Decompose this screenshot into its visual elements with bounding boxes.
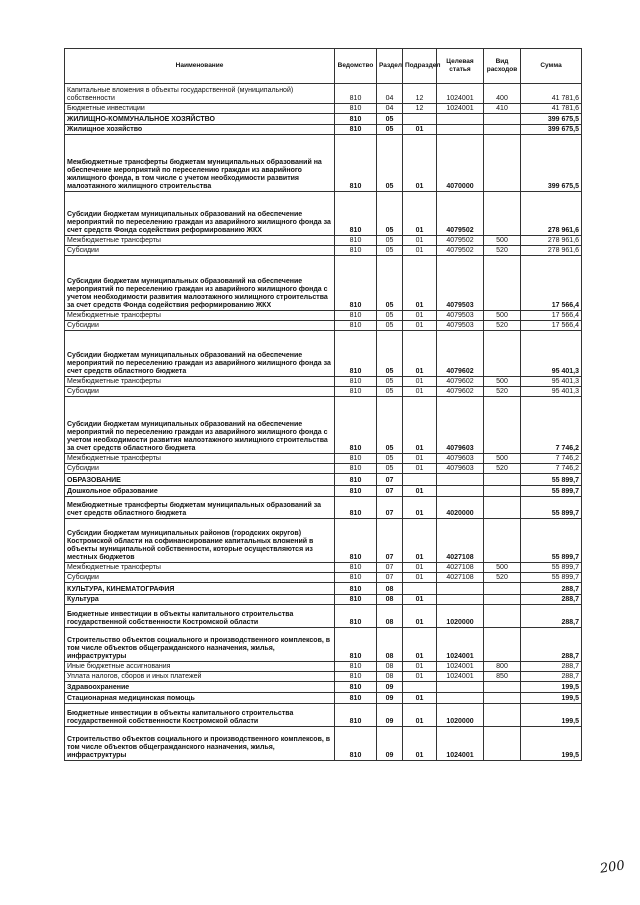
row-section: 07 [377, 519, 403, 563]
table-row [65, 192, 582, 236]
row-kind [484, 256, 521, 311]
row-name: КУЛЬТУРА, КИНЕМАТОГРАФИЯ [65, 583, 335, 595]
row-kind [484, 704, 521, 727]
row-kind: 520 [484, 321, 521, 331]
row-section: 08 [377, 605, 403, 628]
row-subsection: 01 [403, 387, 437, 397]
row-dept: 810 [335, 693, 377, 704]
row-name: Культура [65, 595, 335, 605]
row-dept: 810 [335, 682, 377, 693]
row-kind [484, 135, 521, 192]
row-subsection: 01 [403, 246, 437, 256]
table-row [65, 114, 582, 125]
row-section: 08 [377, 595, 403, 605]
row-target: 1024001 [437, 727, 484, 761]
row-sum: 55 899,7 [521, 563, 582, 573]
row-target: 4020000 [437, 497, 484, 519]
table-row [65, 104, 582, 114]
row-target: 4079503 [437, 321, 484, 331]
row-section: 08 [377, 662, 403, 672]
row-subsection: 01 [403, 519, 437, 563]
row-subsection [403, 682, 437, 693]
row-section: 05 [377, 331, 403, 377]
row-section: 04 [377, 104, 403, 114]
table-row [65, 583, 582, 595]
table-row [65, 397, 582, 454]
row-sum: 288,7 [521, 595, 582, 605]
table-row [65, 331, 582, 377]
table-row [65, 662, 582, 672]
table-row [65, 605, 582, 628]
row-kind [484, 693, 521, 704]
table-header-row [65, 49, 582, 84]
row-kind [484, 682, 521, 693]
row-name: Субсидии [65, 387, 335, 397]
row-kind: 500 [484, 563, 521, 573]
table-row [65, 693, 582, 704]
row-kind: 400 [484, 84, 521, 104]
row-sum: 17 566,4 [521, 321, 582, 331]
row-target: 1020000 [437, 704, 484, 727]
row-sum: 288,7 [521, 628, 582, 662]
table-row [65, 672, 582, 682]
row-subsection: 01 [403, 397, 437, 454]
row-section: 05 [377, 387, 403, 397]
row-sum: 7 746,2 [521, 464, 582, 474]
row-name: Стационарная медицинская помощь [65, 693, 335, 704]
row-target: 4027108 [437, 573, 484, 583]
row-name: Уплата налогов, сборов и иных платежей [65, 672, 335, 682]
row-section: 07 [377, 497, 403, 519]
row-kind: 500 [484, 377, 521, 387]
row-name: Здравоохранение [65, 682, 335, 693]
row-sum: 278 961,6 [521, 236, 582, 246]
row-name: Межбюджетные трансферты [65, 563, 335, 573]
header-dept: Ведомство [335, 49, 377, 84]
row-section: 05 [377, 125, 403, 135]
row-sum: 399 675,5 [521, 125, 582, 135]
row-name: Субсидии [65, 321, 335, 331]
table-row [65, 454, 582, 464]
row-kind [484, 397, 521, 454]
table-row [65, 84, 582, 104]
row-sum: 55 899,7 [521, 573, 582, 583]
row-subsection: 01 [403, 605, 437, 628]
row-target [437, 486, 484, 497]
header-sum: Сумма [521, 49, 582, 84]
table-row [65, 595, 582, 605]
row-dept: 810 [335, 125, 377, 135]
row-target: 4079502 [437, 192, 484, 236]
page-number: 200 [599, 858, 626, 877]
row-section: 05 [377, 321, 403, 331]
row-dept: 810 [335, 397, 377, 454]
row-kind [484, 192, 521, 236]
row-sum: 95 401,3 [521, 331, 582, 377]
row-kind: 850 [484, 672, 521, 682]
row-name: Межбюджетные трансферты [65, 454, 335, 464]
row-dept: 810 [335, 704, 377, 727]
row-subsection: 01 [403, 331, 437, 377]
row-target: 1024001 [437, 628, 484, 662]
row-section: 09 [377, 704, 403, 727]
row-kind [484, 497, 521, 519]
row-kind [484, 486, 521, 497]
row-target: 1024001 [437, 104, 484, 114]
row-kind: 500 [484, 311, 521, 321]
row-section: 05 [377, 454, 403, 464]
row-kind [484, 605, 521, 628]
table-row [65, 311, 582, 321]
row-target: 4079603 [437, 464, 484, 474]
row-target: 4079602 [437, 387, 484, 397]
row-name: Бюджетные инвестиции в объекты капитального строительства государственной собственности Костромской области [65, 704, 335, 727]
row-target [437, 693, 484, 704]
row-kind [484, 519, 521, 563]
table-row [65, 573, 582, 583]
row-dept: 810 [335, 662, 377, 672]
row-subsection: 01 [403, 321, 437, 331]
row-target: 4027108 [437, 563, 484, 573]
row-dept: 810 [335, 321, 377, 331]
row-sum: 55 899,7 [521, 486, 582, 497]
row-dept: 810 [335, 387, 377, 397]
row-target: 4027108 [437, 519, 484, 563]
row-target: 4070000 [437, 135, 484, 192]
row-subsection: 01 [403, 192, 437, 236]
row-name: ОБРАЗОВАНИЕ [65, 474, 335, 486]
row-sum: 199,5 [521, 727, 582, 761]
row-sum: 199,5 [521, 704, 582, 727]
row-kind: 500 [484, 236, 521, 246]
row-subsection: 01 [403, 497, 437, 519]
row-subsection: 01 [403, 727, 437, 761]
row-sum: 41 781,6 [521, 104, 582, 114]
row-section: 05 [377, 135, 403, 192]
header-kind: Вид расходов [484, 49, 521, 84]
row-subsection: 12 [403, 104, 437, 114]
row-sum: 278 961,6 [521, 192, 582, 236]
row-kind [484, 114, 521, 125]
row-section: 05 [377, 114, 403, 125]
row-sum: 55 899,7 [521, 497, 582, 519]
row-subsection: 01 [403, 377, 437, 387]
row-dept: 810 [335, 331, 377, 377]
row-kind [484, 331, 521, 377]
row-dept: 810 [335, 114, 377, 125]
row-section: 07 [377, 563, 403, 573]
row-dept: 810 [335, 377, 377, 387]
table-row [65, 125, 582, 135]
row-name: Межбюджетные трансферты [65, 311, 335, 321]
row-dept: 810 [335, 727, 377, 761]
row-target: 4079603 [437, 454, 484, 464]
row-subsection: 01 [403, 662, 437, 672]
row-section: 07 [377, 573, 403, 583]
row-target [437, 125, 484, 135]
row-dept: 810 [335, 84, 377, 104]
row-name: Жилищное хозяйство [65, 125, 335, 135]
row-subsection [403, 474, 437, 486]
row-kind: 800 [484, 662, 521, 672]
header-subsection: Подраздел [403, 49, 437, 84]
row-name: Межбюджетные трансферты бюджетам муниципальных образований на обеспечение мероприятий по переселению граждан из аварийного жилищного фонда, в том числе с учетом необходимости развития малоэтажного жилищного строительства [65, 135, 335, 192]
row-name: Субсидии [65, 573, 335, 583]
row-sum: 55 899,7 [521, 474, 582, 486]
table-row [65, 704, 582, 727]
row-kind [484, 628, 521, 662]
row-subsection: 01 [403, 486, 437, 497]
row-sum: 278 961,6 [521, 246, 582, 256]
row-section: 08 [377, 583, 403, 595]
row-section: 09 [377, 727, 403, 761]
row-dept: 810 [335, 486, 377, 497]
row-dept: 810 [335, 474, 377, 486]
row-subsection: 01 [403, 693, 437, 704]
table-row [65, 321, 582, 331]
row-name: Строительство объектов социального и производственного комплексов, в том числе объектов общегражданского назначения, жилья, инфраструктуры [65, 628, 335, 662]
row-section: 09 [377, 682, 403, 693]
table-row [65, 563, 582, 573]
row-kind: 520 [484, 246, 521, 256]
table-row [65, 246, 582, 256]
row-dept: 810 [335, 605, 377, 628]
header-section: Раздел [377, 49, 403, 84]
row-name: Бюджетные инвестиции [65, 104, 335, 114]
row-name: Субсидии бюджетам муниципальных образований на обеспечение мероприятий по переселению граждан из аварийного жилищного фонда за счет средств областного бюджета [65, 331, 335, 377]
row-subsection: 01 [403, 454, 437, 464]
row-section: 04 [377, 84, 403, 104]
row-name: Иные бюджетные ассигнования [65, 662, 335, 672]
row-sum: 95 401,3 [521, 377, 582, 387]
row-sum: 199,5 [521, 693, 582, 704]
row-target: 1020000 [437, 605, 484, 628]
row-name: Субсидии [65, 246, 335, 256]
row-section: 05 [377, 397, 403, 454]
row-name: Субсидии [65, 464, 335, 474]
row-kind [484, 595, 521, 605]
row-dept: 810 [335, 573, 377, 583]
row-name: Субсидии бюджетам муниципальных образований на обеспечение мероприятий по переселению граждан из аварийного жилищного фонда с учетом необходимости развития малоэтажного жилищного строительства за счет средств Фонда содействия реформированию ЖКХ [65, 256, 335, 311]
row-name: Межбюджетные трансферты [65, 236, 335, 246]
row-sum: 288,7 [521, 672, 582, 682]
row-section: 08 [377, 628, 403, 662]
row-section: 05 [377, 246, 403, 256]
row-sum: 288,7 [521, 583, 582, 595]
row-kind [484, 125, 521, 135]
row-section: 07 [377, 486, 403, 497]
row-section: 05 [377, 256, 403, 311]
row-subsection: 01 [403, 563, 437, 573]
row-target [437, 583, 484, 595]
row-subsection: 01 [403, 311, 437, 321]
row-section: 05 [377, 192, 403, 236]
row-sum: 7 746,2 [521, 397, 582, 454]
row-name: Субсидии бюджетам муниципальных районов (городских округов) Костромской области на софинансирование капитальных вложений в объекты муниципальной собственности, которые осуществляются из местных бюджетов [65, 519, 335, 563]
row-section: 08 [377, 672, 403, 682]
row-name: ЖИЛИЩНО-КОММУНАЛЬНОЕ ХОЗЯЙСТВО [65, 114, 335, 125]
row-target: 4079503 [437, 256, 484, 311]
row-target: 4079602 [437, 377, 484, 387]
row-dept: 810 [335, 104, 377, 114]
row-subsection: 01 [403, 256, 437, 311]
row-target: 1024001 [437, 662, 484, 672]
row-dept: 810 [335, 236, 377, 246]
row-subsection [403, 583, 437, 595]
row-target: 4079603 [437, 397, 484, 454]
row-sum: 55 899,7 [521, 519, 582, 563]
budget-table [64, 48, 582, 761]
row-name: Субсидии бюджетам муниципальных образований на обеспечение мероприятий по переселению граждан из аварийного жилищного фонда с учетом необходимости развития малоэтажного жилищного строительства за счет средств областного бюджета [65, 397, 335, 454]
table-row [65, 474, 582, 486]
row-target: 1024001 [437, 84, 484, 104]
table-row [65, 519, 582, 563]
row-kind [484, 474, 521, 486]
row-sum: 17 566,4 [521, 311, 582, 321]
row-name: Дошкольное образование [65, 486, 335, 497]
row-kind [484, 583, 521, 595]
row-dept: 810 [335, 464, 377, 474]
row-sum: 399 675,5 [521, 135, 582, 192]
row-target: 4079602 [437, 331, 484, 377]
table-row [65, 377, 582, 387]
row-sum: 17 566,4 [521, 256, 582, 311]
row-kind: 520 [484, 573, 521, 583]
row-target: 4079502 [437, 236, 484, 246]
row-subsection: 01 [403, 628, 437, 662]
row-kind [484, 727, 521, 761]
row-name: Межбюджетные трансферты бюджетам муниципальных образований за счет средств областного бюджета [65, 497, 335, 519]
row-subsection: 01 [403, 135, 437, 192]
table-row [65, 135, 582, 192]
row-name: Субсидии бюджетам муниципальных образований на обеспечение мероприятий по переселению граждан из аварийного жилищного фонда за счет средств Фонда содействия реформированию ЖКХ [65, 192, 335, 236]
row-subsection: 01 [403, 704, 437, 727]
row-target: 4079502 [437, 246, 484, 256]
row-kind: 410 [484, 104, 521, 114]
row-subsection: 01 [403, 236, 437, 246]
table-row [65, 497, 582, 519]
row-target: 4079503 [437, 311, 484, 321]
table-row [65, 486, 582, 497]
row-target: 1024001 [437, 672, 484, 682]
row-dept: 810 [335, 672, 377, 682]
row-sum: 41 781,6 [521, 84, 582, 104]
row-name: Межбюджетные трансферты [65, 377, 335, 387]
row-subsection [403, 114, 437, 125]
row-dept: 810 [335, 595, 377, 605]
table-row [65, 628, 582, 662]
row-dept: 810 [335, 135, 377, 192]
row-section: 07 [377, 474, 403, 486]
row-kind: 500 [484, 454, 521, 464]
row-target [437, 114, 484, 125]
row-section: 05 [377, 377, 403, 387]
row-subsection: 01 [403, 672, 437, 682]
row-kind: 520 [484, 464, 521, 474]
row-kind: 520 [484, 387, 521, 397]
row-subsection: 12 [403, 84, 437, 104]
row-subsection: 01 [403, 573, 437, 583]
row-subsection: 01 [403, 464, 437, 474]
row-name: Строительство объектов социального и производственного комплексов, в том числе объектов общегражданского назначения, жилья, инфраструктуры [65, 727, 335, 761]
row-dept: 810 [335, 497, 377, 519]
header-name: Наименование [65, 49, 335, 84]
row-sum: 95 401,3 [521, 387, 582, 397]
header-target: Целевая статья [437, 49, 484, 84]
row-sum: 288,7 [521, 605, 582, 628]
row-subsection: 01 [403, 595, 437, 605]
row-sum: 199,5 [521, 682, 582, 693]
row-name: Бюджетные инвестиции в объекты капитального строительства государственной собственности Костромской области [65, 605, 335, 628]
row-dept: 810 [335, 454, 377, 464]
table-row [65, 727, 582, 761]
row-sum: 288,7 [521, 662, 582, 672]
table-row [65, 256, 582, 311]
table-body [65, 84, 582, 761]
row-sum: 7 746,2 [521, 454, 582, 464]
row-section: 09 [377, 693, 403, 704]
row-dept: 810 [335, 519, 377, 563]
row-target [437, 682, 484, 693]
table-row [65, 387, 582, 397]
row-dept: 810 [335, 628, 377, 662]
row-dept: 810 [335, 563, 377, 573]
row-dept: 810 [335, 192, 377, 236]
row-dept: 810 [335, 583, 377, 595]
table-row [65, 236, 582, 246]
row-target [437, 474, 484, 486]
row-section: 05 [377, 311, 403, 321]
table-row [65, 682, 582, 693]
row-dept: 810 [335, 311, 377, 321]
row-target [437, 595, 484, 605]
row-name: Капитальные вложения в объекты государственной (муниципальной) собственности [65, 84, 335, 104]
row-sum: 399 675,5 [521, 114, 582, 125]
row-section: 05 [377, 464, 403, 474]
table-row [65, 464, 582, 474]
row-dept: 810 [335, 246, 377, 256]
row-section: 05 [377, 236, 403, 246]
row-subsection: 01 [403, 125, 437, 135]
row-dept: 810 [335, 256, 377, 311]
